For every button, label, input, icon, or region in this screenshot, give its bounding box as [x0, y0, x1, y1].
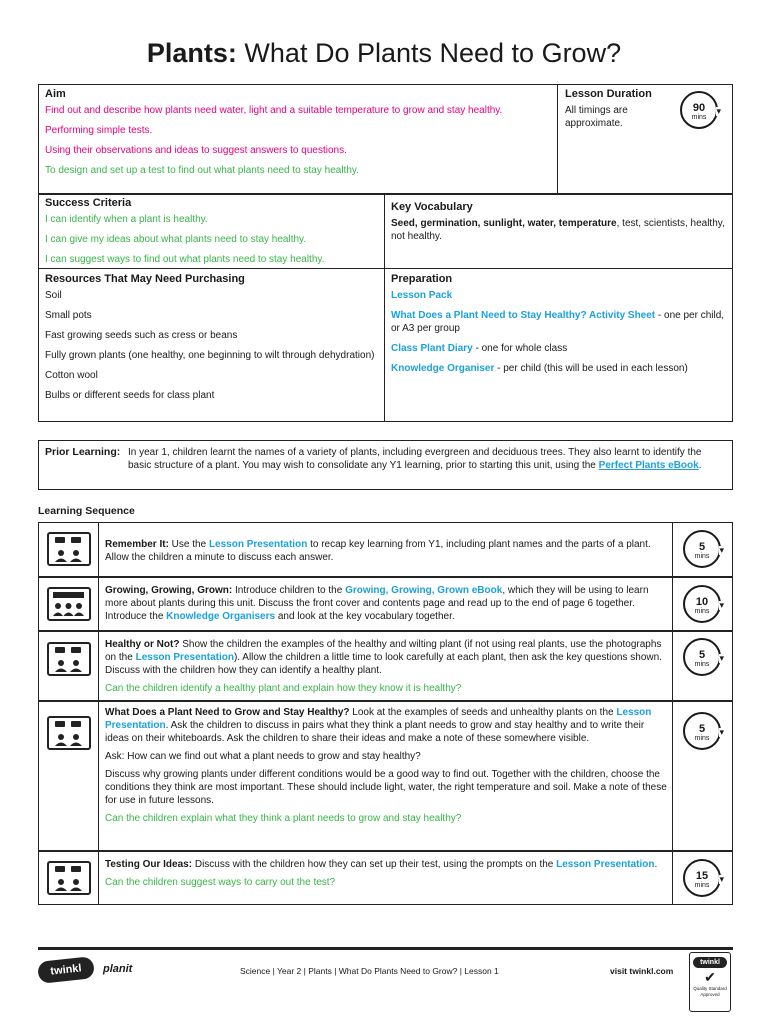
time-cell — [672, 632, 732, 700]
step-text-part: Discuss with the children how they can set up their test, using the prompts on the — [192, 859, 557, 870]
arrow-icon: ▾ — [719, 653, 724, 663]
quality-approved-badge — [689, 952, 731, 1012]
aim-item: Performing simple tests. — [45, 125, 153, 136]
planit-logo: planit — [103, 963, 133, 975]
resources-heading: Resources That May Need Purchasing — [45, 273, 245, 285]
class-audience-icon — [47, 587, 91, 621]
prior-learning-end: . — [698, 460, 702, 471]
step-minutes: 10 — [695, 596, 709, 608]
step-body — [105, 858, 668, 871]
time-cell — [672, 578, 732, 630]
resources-section — [45, 273, 375, 409]
vertical-divider — [384, 194, 385, 422]
prior-learning-body: In year 1, children learnt the names of a variety of plants, including evergreen and deciduous trees. They also learnt to identify the basic structure of a plant. You may wish to consolidate any Y1 learning, prior to starting this unit, using the — [128, 447, 702, 471]
vocab-section — [391, 201, 726, 250]
step-title: Healthy or Not? — [105, 639, 180, 650]
icon-cell — [39, 632, 99, 700]
step-text — [99, 852, 674, 904]
step-text-part: . — [654, 859, 658, 870]
class-plant-diary-note: - one for whole class — [472, 343, 568, 354]
success-section — [45, 197, 375, 273]
lesson-presentation-link[interactable]: Lesson Presentation — [208, 539, 308, 550]
vocab-key-terms: Seed, germination, sunlight, water, temperature — [391, 218, 617, 229]
group-discussion-icon — [47, 642, 91, 676]
step-minutes: 5 — [698, 541, 706, 553]
assessment-question: Can the children identify a healthy plant and explain how they know it is healthy? — [105, 683, 462, 694]
step-text — [99, 702, 674, 850]
step-discuss: Discuss why growing plants under different conditions would be a good way to find out. Together with the children, choose the conditions they think are most important. These should include light, water, the right temperature and soil. Make a note of these for use in future lessons. — [105, 769, 667, 806]
prior-learning-label: Prior Learning: — [45, 446, 121, 458]
resource-item: Fully grown plants (one healthy, one beginning to wilt through dehydration) — [45, 350, 375, 361]
assessment-question: Can the children suggest ways to carry out the test? — [105, 877, 336, 888]
learning-sequence-title: Learning Sequence — [38, 505, 135, 517]
step-text-part: Introduce children to the — [232, 585, 346, 596]
sequence-step — [38, 577, 733, 631]
time-cell — [672, 523, 732, 576]
vocab-other-terms: , test, scientists, healthy, not healthy. — [391, 218, 725, 242]
sequence-step — [38, 631, 733, 701]
prep-item-sheet — [391, 309, 726, 335]
logo-text: twinkl — [49, 962, 83, 978]
aim-heading: Aim — [45, 88, 66, 100]
time-cell — [672, 852, 732, 904]
arrow-icon: ▾ — [719, 600, 724, 610]
step-text-part: Use the — [168, 539, 209, 550]
step-unit: mins — [694, 608, 710, 615]
step-unit: mins — [694, 661, 710, 668]
perfect-plants-ebook-link[interactable]: Perfect Plants eBook — [598, 460, 699, 471]
prep-item-organiser — [391, 362, 726, 375]
knowledge-organiser-link[interactable]: Knowledge Organiser — [391, 363, 495, 374]
assessment-question: Can the children explain what they think a plant needs to grow and stay healthy? — [105, 813, 462, 824]
duration-badge — [680, 91, 721, 129]
sequence-step — [38, 851, 733, 905]
step-text-part: ). Allow the children a little time to look carefully at each plant, then ask the key questions shown. Discuss with the children how they can identify a healthy plant. — [105, 652, 662, 676]
activity-sheet-link[interactable]: What Does a Plant Need to Stay Healthy? Activity Sheet — [391, 310, 656, 321]
time-cell — [672, 702, 732, 850]
group-discussion-icon — [47, 716, 91, 750]
success-item: I can give my ideas about what plants need to stay healthy. — [45, 234, 307, 245]
vocab-text — [391, 217, 726, 243]
step-body — [105, 638, 668, 677]
resource-item: Small pots — [45, 310, 92, 321]
step-duration-badge — [683, 712, 724, 750]
step-duration-badge — [683, 530, 724, 568]
duration-number: 90 — [692, 102, 706, 114]
title-rest: What Do Plants Need to Grow? — [236, 38, 622, 68]
lesson-presentation-link[interactable]: Lesson Presentation — [135, 652, 234, 663]
step-text — [99, 523, 674, 576]
step-unit: mins — [694, 882, 710, 889]
step-title: Growing, Growing, Grown: — [105, 585, 233, 596]
group-discussion-icon — [47, 532, 91, 566]
aim-item: Using their observations and ideas to suggest answers to questions. — [45, 145, 347, 156]
aim-item: To design and set up a test to find out what plants need to stay healthy. — [45, 165, 359, 176]
badge-caption: Quality Standard Approved — [693, 986, 727, 997]
vocab-heading: Key Vocabulary — [391, 201, 473, 213]
step-title: Testing Our Ideas: — [105, 859, 193, 870]
sequence-step — [38, 522, 733, 577]
step-text-part: Look at the examples of seeds and unhealthy plants on the — [349, 707, 617, 718]
step-minutes: 15 — [695, 870, 709, 882]
resource-item: Fast growing seeds such as cress or beans — [45, 330, 238, 341]
resource-item: Bulbs or different seeds for class plant — [45, 390, 215, 401]
footer-breadcrumb: Science | Year 2 | Plants | What Do Plants Need to Grow? | Lesson 1 — [240, 966, 499, 976]
visit-twinkl-link[interactable]: visit twinkl.com — [610, 966, 674, 976]
icon-cell — [39, 523, 99, 576]
success-item: I can suggest ways to find out what plants need to stay healthy. — [45, 254, 325, 265]
step-text-part: . Ask the children to discuss in pairs what they think a plant needs to grow and stay healthy and to write their ideas on their whiteboards. Ask the children to share their ideas and make a note of these somewhere visible. — [105, 720, 645, 744]
arrow-icon: ▾ — [719, 727, 724, 737]
class-plant-diary-link[interactable]: Class Plant Diary — [391, 343, 473, 354]
activity-sheet-note: - one per child, or A3 per group — [391, 310, 725, 334]
step-body — [105, 706, 668, 745]
duration-divider — [557, 84, 558, 194]
lesson-presentation-link[interactable]: Lesson Presentation — [556, 859, 655, 870]
step-duration-badge — [683, 638, 724, 676]
success-item: I can identify when a plant is healthy. — [45, 214, 208, 225]
step-body — [105, 584, 668, 623]
aim-item: Find out and describe how plants need water, light and a suitable temperature to grow and stay healthy. — [45, 105, 503, 116]
duration-unit: mins — [691, 114, 707, 121]
step-text-part: , which they will be using to learn more about plants during this unit. Discuss the front cover and contents page and read up to the end of page 6 together. Introduce the — [105, 585, 649, 622]
title-bold: Plants: — [146, 38, 237, 68]
step-text — [99, 578, 674, 630]
arrow-icon: ▾ — [719, 545, 724, 555]
resource-item: Cotton wool — [45, 370, 98, 381]
lesson-pack-link[interactable]: Lesson Pack — [391, 290, 453, 301]
icon-cell — [39, 702, 99, 850]
aim-section — [45, 88, 555, 184]
knowledge-organiser-note: - per child (this will be used in each lesson) — [494, 363, 688, 374]
duration-section — [565, 88, 665, 137]
icon-cell — [39, 578, 99, 630]
step-duration-badge — [683, 585, 724, 623]
step-text-part: Show the children the examples of the healthy and wilting plant (if not using real plants, use the photographs on the — [105, 639, 662, 663]
sequence-step — [38, 701, 733, 851]
step-minutes: 5 — [698, 723, 706, 735]
duration-heading: Lesson Duration — [565, 88, 652, 100]
step-unit: mins — [694, 553, 710, 560]
arrow-icon: ▾ — [716, 106, 721, 116]
step-duration-badge — [683, 859, 724, 897]
step-text-part: to recap key learning from Y1, including plant names and the parts of a plant. Allow the children a minute to discuss each answer. — [105, 539, 651, 563]
twinkl-logo[interactable] — [37, 956, 95, 984]
footer-rule — [38, 947, 733, 950]
step-title: Remember It: — [105, 539, 169, 550]
prep-item-diary — [391, 342, 726, 355]
step-ask: Ask: How can we find out what a plant needs to grow and stay healthy? — [105, 751, 421, 762]
icon-cell — [39, 852, 99, 904]
group-discussion-icon — [47, 861, 91, 895]
badge-logo: twinkl — [693, 957, 727, 968]
success-heading: Success Criteria — [45, 197, 132, 209]
duration-note: All timings are approximate. — [565, 105, 628, 129]
page-title — [0, 38, 768, 69]
lesson-presentation-link[interactable]: Lesson Presentation — [105, 707, 652, 731]
arrow-icon: ▾ — [719, 874, 724, 884]
step-minutes: 5 — [698, 649, 706, 661]
step-text — [99, 632, 674, 700]
checkmark-icon: ✔ — [704, 969, 716, 985]
prior-learning-text — [128, 446, 726, 472]
step-text-part: and look at the key vocabulary together. — [275, 611, 455, 622]
step-body — [105, 538, 668, 564]
growing-ebook-link[interactable]: Growing, Growing, Grown eBook — [345, 585, 503, 596]
knowledge-organisers-link[interactable]: Knowledge Organisers — [166, 611, 276, 622]
resource-item: Soil — [45, 290, 62, 301]
step-unit: mins — [694, 735, 710, 742]
preparation-heading: Preparation — [391, 273, 453, 285]
preparation-section — [391, 273, 726, 382]
step-title: What Does a Plant Need to Grow and Stay Healthy? — [105, 707, 350, 718]
